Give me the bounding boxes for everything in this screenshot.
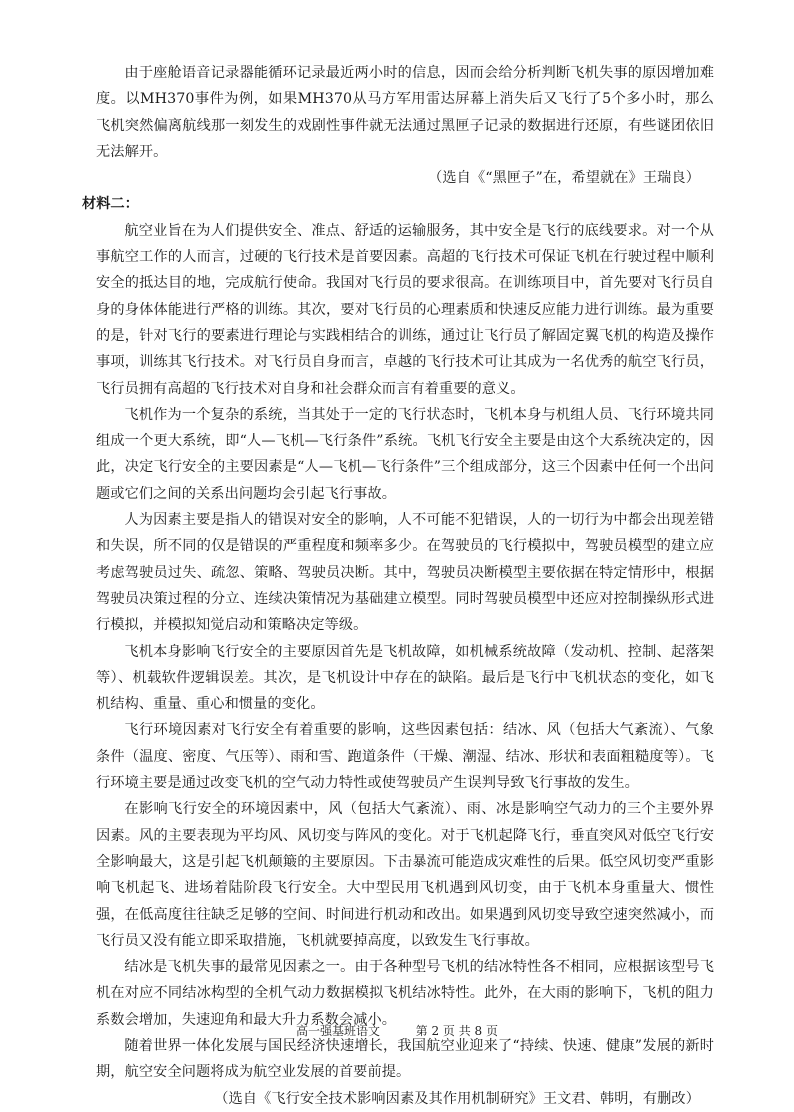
document-page (82, 60, 714, 1112)
source-citation-2: （选自《飞行安全技术影响因素及其作用机制研究》王文君、韩明，有删改） (214, 1090, 700, 1107)
page-footer (0, 1022, 794, 1039)
paragraph: 飞行环境因素对飞行安全有着重要的影响，这些因素包括：结冰、风（包括大气紊流）、气象条件（温度、密度、气压等）、雨和雪、跑道条件（干燥、潮湿、结冰、形状和表面粗糙度等）。飞行环境主要是通过改变飞机的空气动力特性或使驾驶员产生误判导致飞行事故的发生。 (96, 722, 714, 792)
section-heading-material-2: 材料二： (82, 196, 139, 213)
footer-page-number: 第 2 页 共 8 页 (415, 1024, 498, 1038)
paragraph: 航空业旨在为人们提供安全、准点、舒适的运输服务，其中安全是飞行的底线要求。对一个从事航空工作的人而言，过硬的飞行技术是首要因素。高超的飞行技术可保证飞机在行驶过程中顺利安全的抵达目的地，完成航行使命。我国对飞行员的要求很高。在训练项目中，首先要对飞行员自身的身体体能进行严格的训练。其次，要对飞行员的心理素质和快速反应能力进行训练。最为重要的是，针对飞行的要素进行理论与实践相结合的训练，通过让飞行员了解固定翼飞机的构造及操作事项，训练其飞行技术。对飞行员自身而言，卓越的飞行技术可让其成为一名优秀的航空飞行员，飞行员拥有高超的飞行技术对自身和社会群众而言有着重要的意义。 (96, 222, 714, 397)
paragraph: 飞机作为一个复杂的系统，当其处于一定的飞行状态时，飞机本身与机组人员、飞行环境共同组成一个更大系统，即“人—飞机—飞行条件”系统。飞机飞行安全主要是由这个大系统决定的，因此，决定飞行安全的主要因素是“人—飞机—飞行条件”三个组成部分，这三个因素中任何一个出问题或它们之间的关系出问题均会引起飞行事故。 (96, 406, 714, 502)
paragraph: 随着世界一体化发展与国民经济快速增长，我国航空业迎来了“持续、快速、健康”发展的新时期，航空安全问题将成为航空业发展的首要前提。 (96, 1037, 714, 1081)
footer-course: 高一强基班语文 (295, 1024, 380, 1038)
source-citation-1: （选自《“黑匣子”在，希望就在》王瑞良） (428, 170, 700, 187)
paragraph: 在影响飞行安全的环境因素中，风（包括大气紊流）、雨、冰是影响空气动力的三个主要外界因素。风的主要表现为平均风、风切变与阵风的变化。对于飞机起降飞行，垂直突风对低空飞行安全影响最大，这是引起飞机颠簸的主要原因。下击暴流可能造成灾难性的后果。低空风切变严重影响飞机起飞、进场着陆阶段飞行安全。大中型民用飞机遇到风切变，由于飞机本身重量大、惯性强，在低高度往往缺乏足够的空间、时间进行机动和改出。如果遇到风切变导致空速突然减小，而飞行员又没有能立即采取措施，飞机就要掉高度，以致发生飞行事故。 (96, 801, 714, 949)
paragraph: 结冰是飞机失事的最常见因素之一。由于各种型号飞机的结冰特性各不相同，应根据该型号飞机在对应不同结冰构型的全机气动力数据模拟飞机结冰特性。此外，在大雨的影响下，飞机的阻力系数会增加，失速迎角和最大升力系数会减小。 (96, 959, 714, 1028)
paragraph: 飞机本身影响飞行安全的主要原因首先是飞机故障，如机械系统故障（发动机、控制、起落架等）、机载软件逻辑误差。其次，是飞机设计中存在的缺陷。最后是飞行中飞机状态的变化，如飞机结构、重量、重心和惯量的变化。 (96, 643, 714, 713)
paragraph-intro: 由于座舱语音记录器能循环记录最近两小时的信息，因而会给分析判断飞机失事的原因增加难度。以MH370事件为例，如果MH370从马方军用雷达屏幕上消失后又飞行了5个多小时，那么飞机突然偏离航线那一刻发生的戏剧性事件就无法通过黑匣子记录的数据进行还原，有些谜团依旧无法解开。 (96, 65, 714, 160)
paragraph: 人为因素主要是指人的错误对安全的影响，人不可能不犯错误，人的一切行为中都会出现差错和失误，所不同的仅是错误的严重程度和频率多少。在驾驶员的飞行模拟中，驾驶员模型的建立应考虑驾驶员过失、疏忽、策略、驾驶员决断。其中，驾驶员决断模型主要依据在特定情形中，根据驾驶员决策过程的分立、连续决策情况为基础建立模型。同时驾驶员模型中还应对控制操纵形式进行模拟，并模拟知觉启动和策略决定等级。 (96, 512, 714, 634)
